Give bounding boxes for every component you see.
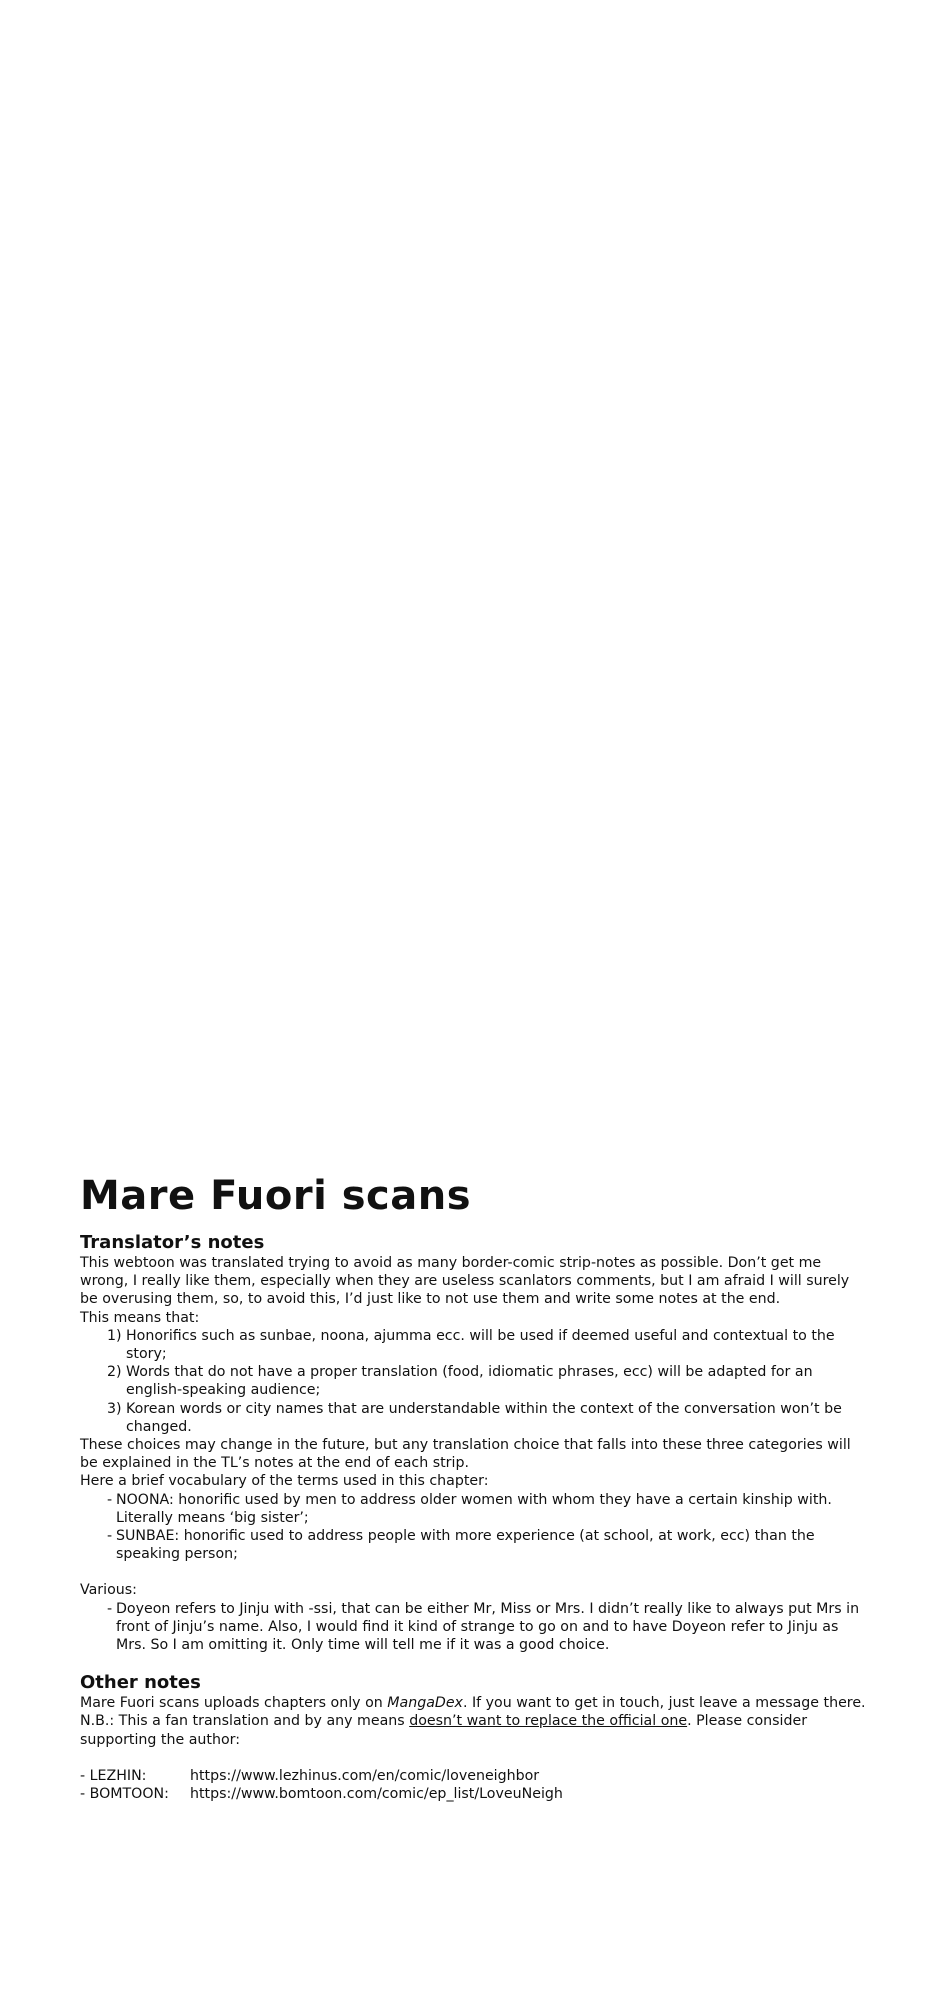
uploads-text <box>80 1694 866 1712</box>
list-item-number: 1) <box>107 1327 122 1344</box>
vocabulary-entry: SUNBAE: honorific used to address people with more experience (at school, at work, ecc) than the speaking person; <box>116 1528 815 1563</box>
list-item <box>80 1327 866 1363</box>
translator-notes-intro: This webtoon was translated trying to avoid as many border-comic strip-notes as possible. Don’t get me wrong, I really like them, especially when they are useless scanlators comments, but I am afraid I will surely be overusing them, so, to avoid this, I’d just like to not use them and write some notes at the end. <box>80 1255 850 1308</box>
list-item-number: 3) <box>107 1400 122 1417</box>
dash-mark: - <box>107 1491 113 1508</box>
various-label: Various: <box>80 1582 137 1599</box>
list-item <box>80 1363 866 1399</box>
choices-text: These choices may change in the future, but any translation choice that falls into these three categories will be explained in the TL’s notes at the end of each strip. <box>80 1437 851 1472</box>
list-item-text: Honorifics such as sunbae, noona, ajumma ecc. will be used if deemed useful and contextual to the story; <box>126 1327 835 1363</box>
vocabulary-entry: NOONA: honorific used by men to address older women with whom they have a certain kinship with. Literally means ‘big sister’; <box>116 1491 832 1526</box>
other-notes-heading: Other notes <box>80 1672 201 1694</box>
vocabulary-intro: Here a brief vocabulary of the terms used in this chapter: <box>80 1473 489 1490</box>
lezhin-url: https://www.lezhinus.com/en/comic/loveneighbor <box>190 1767 540 1784</box>
uploads-text-start: Mare Fuori scans uploads chapters only on <box>80 1695 388 1712</box>
various-list <box>80 1600 866 1655</box>
means-that-text: This means that: <box>80 1309 200 1326</box>
list-item <box>80 1491 866 1527</box>
list-item <box>80 1600 866 1655</box>
list-item-number: 2) <box>107 1364 122 1381</box>
various-entry: Doyeon refers to Jinju with -ssi, that can be either Mr, Miss or Mrs. I didn’t really like to always put Mrs in front of Jinju’s name. Also, I would find it kind of strange to go on and to have Doyeon refer to Jinju as Mrs. So I am omitting it. Only time will tell me if it was a good choice. <box>116 1600 860 1654</box>
lezhin-link-row <box>80 1767 866 1785</box>
uploads-text-end: . If you want to get in touch, just leave a message there. <box>462 1695 866 1712</box>
bomtoon-url: https://www.bomtoon.com/comic/ep_list/LoveuNeigh <box>190 1786 563 1803</box>
page-title: Mare Fuori scans <box>80 1173 472 1219</box>
list-item <box>80 1400 866 1436</box>
list-item <box>80 1527 866 1563</box>
nb-text <box>80 1712 866 1748</box>
translation-rules-list <box>80 1327 866 1436</box>
dash-mark: - <box>107 1600 113 1617</box>
list-item-text: Korean words or city names that are understandable within the context of the conversation won’t be changed. <box>126 1400 842 1435</box>
nb-underlined-text: doesn’t want to replace the official one <box>409 1713 688 1730</box>
list-item-text: Words that do not have a proper translation (food, idiomatic phrases, ecc) will be adapted for an english-speaking audience; <box>126 1364 813 1399</box>
dash-mark: - <box>107 1528 113 1545</box>
nb-text-end: . Please consider supporting the author: <box>80 1713 808 1748</box>
notes-page <box>80 1170 866 1803</box>
vocabulary-list <box>80 1491 866 1564</box>
translator-notes-heading: Translator’s notes <box>80 1232 265 1253</box>
nb-text-start: N.B.: This a fan translation and by any means <box>80 1713 410 1730</box>
bomtoon-label: - BOMTOON: <box>80 1786 169 1803</box>
lezhin-label: - LEZHIN: <box>80 1767 147 1784</box>
mangadex-name: MangaDex <box>387 1695 463 1712</box>
bomtoon-link-row <box>80 1785 866 1803</box>
